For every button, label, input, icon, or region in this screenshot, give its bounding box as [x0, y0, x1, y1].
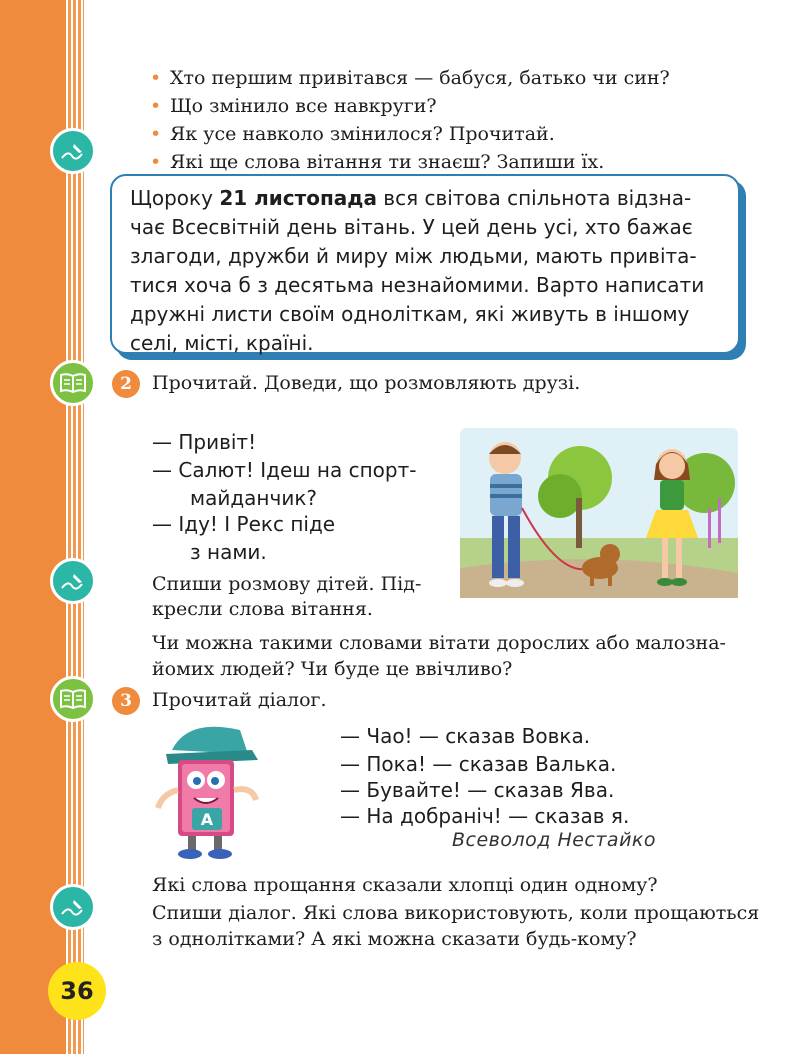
- dialog-line: — Привіт!: [152, 430, 257, 454]
- bullet-icon: •: [150, 151, 162, 173]
- question-item: • Як усе навколо змінилося? Прочитай.: [150, 120, 670, 148]
- bullet-icon: •: [150, 95, 162, 117]
- info-line: селі, місті, країні.: [130, 331, 314, 355]
- write-instruction: з однолітками? А які можна сказати будь-кому?: [152, 928, 637, 950]
- dialog-line: — Бувайте! — сказав Ява.: [340, 778, 615, 802]
- discussion-question: Чи можна такими словами вітати дорослих або малозна-: [152, 632, 726, 654]
- bullet-icon: •: [150, 67, 162, 89]
- dialog-line: — Чао! — сказав Вовка.: [340, 724, 591, 748]
- write-instruction: кресли слова вітання.: [152, 598, 373, 620]
- book-read-icon: [50, 360, 96, 406]
- question-list: [150, 64, 670, 176]
- dialog-line: — Салют! Ідеш на спорт-: [152, 458, 417, 482]
- highlighted-date: 21 листопада: [219, 186, 377, 210]
- dialog-line: — На добраніч! — сказав я.: [340, 804, 630, 828]
- info-line: тися хоча б з десятьма незнайомими. Варто написати: [130, 273, 705, 297]
- task-number-badge: 2: [112, 370, 140, 398]
- book-letter: А: [200, 810, 214, 829]
- page-number: 36: [48, 962, 106, 1020]
- greeting-day-info-box: [110, 174, 740, 354]
- write-instruction: Спиши діалог. Які слова використовують, коли прощаються: [152, 902, 760, 924]
- task-instruction: Прочитай. Доведи, що розмовляють друзі.: [152, 372, 581, 394]
- poem-author: Всеволод Нестайко: [452, 829, 657, 851]
- book-read-icon: [50, 676, 96, 722]
- dialog-line: — Пока! — сказав Валька.: [340, 752, 617, 776]
- write-icon: [50, 558, 96, 604]
- write-instruction: Спиши розмову дітей. Під-: [152, 573, 422, 595]
- task-number-badge: 3: [112, 687, 140, 715]
- discussion-question: йомих людей? Чи буде це ввічливо?: [152, 658, 513, 680]
- write-icon: [50, 884, 96, 930]
- info-line: чає Всесвітній день вітань. У цей день усі, хто бажає: [130, 215, 693, 239]
- dialog-line: з нами.: [190, 540, 267, 564]
- info-line: Щороку 21 листопада вся світова спільнота відзна-: [130, 186, 692, 210]
- task-instruction: Прочитай діалог.: [152, 689, 327, 711]
- kids-with-dog-illustration: [460, 428, 738, 598]
- question-item: • Які ще слова вітання ти знаєш? Запиши їх.: [150, 148, 670, 176]
- question-item: • Що змінило все навкруги?: [150, 92, 670, 120]
- bullet-icon: •: [150, 123, 162, 145]
- question-item: • Хто першим привітався — бабуся, батько чи син?: [150, 64, 670, 92]
- dialog-line: майданчик?: [190, 486, 318, 510]
- dialog-line: — Іду! І Рекс піде: [152, 512, 336, 536]
- info-line: дружні листи своїм одноліткам, які живуть в іншому: [130, 302, 690, 326]
- write-icon: [50, 128, 96, 174]
- info-line: злагоди, дружби й миру між людьми, мають привіта-: [130, 244, 697, 268]
- book-character-illustration: [148, 720, 268, 860]
- discussion-question: Які слова прощання сказали хлопці один одному?: [152, 874, 658, 896]
